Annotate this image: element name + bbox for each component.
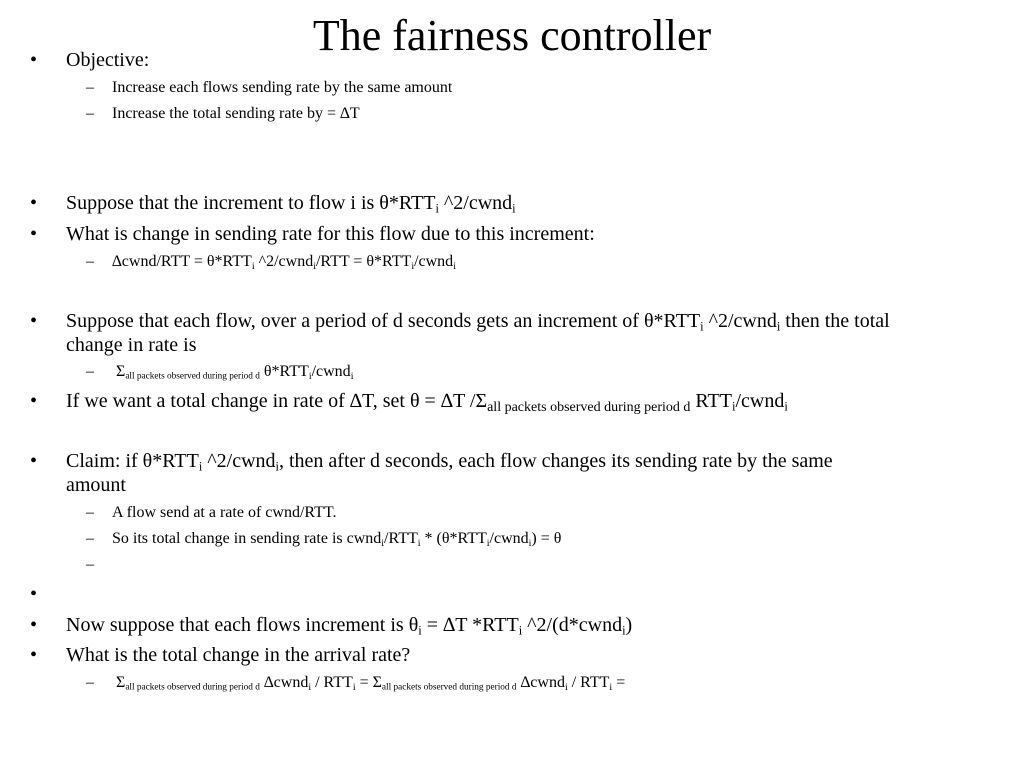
text-part: / RTT [567, 674, 610, 691]
dash-marker: – [86, 530, 94, 547]
bullet-marker: • [30, 390, 38, 412]
text-part: θ*RTT [259, 363, 309, 380]
sigma-symbol: Σ [116, 674, 126, 691]
dash-marker: – [86, 504, 94, 521]
bullet-claim-continued [66, 473, 126, 497]
text-part: ∆cwnd [516, 674, 565, 691]
text-part: then the total [780, 310, 890, 332]
bullet-marker: • [30, 223, 38, 245]
text-part: If we want a total change in rate of ∆T, set θ = ∆T /Σ [66, 390, 488, 412]
sub-bullet-objective-2 [86, 104, 360, 124]
text-part: Claim: if θ*RTT [66, 450, 199, 472]
dash-marker: – [86, 79, 94, 96]
bullet-text: What is change in sending rate for this flow due to this increment: [66, 223, 595, 245]
sub-bullet-objective-1 [86, 78, 453, 98]
bullet-marker: • [30, 583, 38, 605]
text-part: /RTT [384, 530, 418, 547]
bullet-total-arrival [30, 643, 411, 667]
subscript: i [418, 623, 422, 638]
dash-marker: – [86, 556, 94, 573]
subscript: i [564, 681, 568, 693]
subscript: i [518, 623, 523, 638]
bullet-objective [30, 48, 150, 72]
text-part: /cwnd [311, 363, 351, 380]
bullet-marker: • [30, 192, 38, 214]
sigma-symbol: Σ [116, 363, 126, 380]
bullet-total-change [30, 389, 788, 415]
subscript: i [313, 260, 316, 272]
text-part: /RTT = θ*RTT [315, 253, 412, 270]
bullet-each-flow-continued [66, 333, 197, 357]
subscript: i [776, 319, 781, 334]
bullet-each-flow [30, 309, 890, 334]
bullet-marker: • [30, 450, 38, 472]
subscript: i [453, 260, 456, 272]
subscript: i [700, 319, 704, 334]
subscript: i [411, 260, 415, 272]
text-part: ∆cwnd [259, 674, 309, 691]
subscript: i [528, 537, 532, 549]
subscript: i [784, 399, 788, 414]
bullet-marker: • [30, 644, 38, 666]
subscript: i [512, 201, 516, 216]
sub-bullet-arrival-equation [86, 673, 626, 693]
text-part: * (θ*RTT [420, 530, 487, 547]
subscript-small: all packets observed during period d [487, 399, 691, 415]
text-part: ^2/cwnd [202, 450, 276, 472]
text-part: ) [625, 614, 633, 636]
dash-marker: – [86, 105, 94, 122]
subscript: i [350, 370, 354, 382]
subscript: i [275, 459, 279, 474]
text-part: ^2/cwnd [438, 192, 513, 214]
bullet-marker: • [30, 310, 38, 332]
bullet-text: Objective: [66, 49, 150, 71]
text-part: ^2/cwnd [254, 253, 314, 270]
bullet-text: amount [66, 474, 126, 496]
bullet-now-suppose [30, 613, 633, 638]
subscript: i [486, 537, 490, 549]
subscript: i [435, 201, 439, 216]
text-part: ∆cwnd/RTT = θ*RTT [112, 253, 252, 270]
sub-bullet-change-equation [86, 252, 456, 272]
dash-marker: – [86, 363, 94, 380]
text-part: = Σ [355, 674, 382, 691]
slide-title: The fairness controller [312, 11, 712, 60]
sub-bullet-text: Increase the total sending rate by = ∆T [112, 105, 360, 122]
text-part: ) = θ [531, 530, 562, 547]
bullet-text: change in rate is [66, 334, 197, 356]
text-part: So its total change in sending rate is cwnd [112, 530, 382, 547]
bullet-suppose-increment [30, 191, 516, 216]
bullet-claim [30, 449, 833, 474]
text-part: /cwnd [489, 530, 529, 547]
subscript: i [609, 681, 613, 693]
text-part: = ∆T *RTT [421, 614, 519, 636]
sub-bullet-claim-2 [86, 529, 562, 549]
bullet-what-change [30, 222, 595, 246]
dash-marker: – [86, 674, 94, 691]
sub-bullet-sum-equation [86, 362, 354, 382]
subscript: i [732, 399, 736, 414]
subscript: i [622, 623, 626, 638]
dash-marker: – [86, 253, 94, 270]
sub-bullet-text: Increase each flows sending rate by the same amount [112, 79, 453, 96]
bullet-text: What is the total change in the arrival rate? [66, 644, 411, 666]
subscript-small: all packets observed during period d [381, 682, 517, 693]
subscript-small: all packets observed during period d [125, 371, 260, 382]
text-part: , then after d seconds, each flow changes its sending rate by the same [278, 450, 833, 472]
text-part: /cwnd [735, 390, 785, 412]
subscript: i [308, 681, 312, 693]
text-part: RTT [690, 390, 732, 412]
bullet-marker: • [30, 49, 38, 71]
subscript: i [198, 459, 203, 474]
text-part: ^2/cwnd [703, 310, 777, 332]
subscript: i [251, 260, 255, 272]
text-part: = [612, 674, 626, 691]
subscript: i [352, 681, 356, 693]
text-part: Now suppose that each flows increment is θ [66, 614, 419, 636]
bullet-marker: • [30, 614, 38, 636]
text-part: ^2/(d*cwnd [522, 614, 623, 636]
subscript: i [381, 537, 385, 549]
subscript: i [417, 537, 421, 549]
text-part: Suppose that the increment to flow i is θ*RTT [66, 192, 436, 214]
sub-bullet-text: A flow send at a rate of cwnd/RTT. [112, 504, 337, 521]
subscript-small: all packets observed during period d [125, 682, 260, 693]
text-part: / RTT [311, 674, 353, 691]
text-part: Suppose that each flow, over a period of d seconds gets an increment of θ*RTT [66, 310, 701, 332]
text-part: /cwnd [414, 253, 454, 270]
subscript: i [308, 370, 312, 382]
sub-bullet-claim-1 [86, 503, 337, 523]
